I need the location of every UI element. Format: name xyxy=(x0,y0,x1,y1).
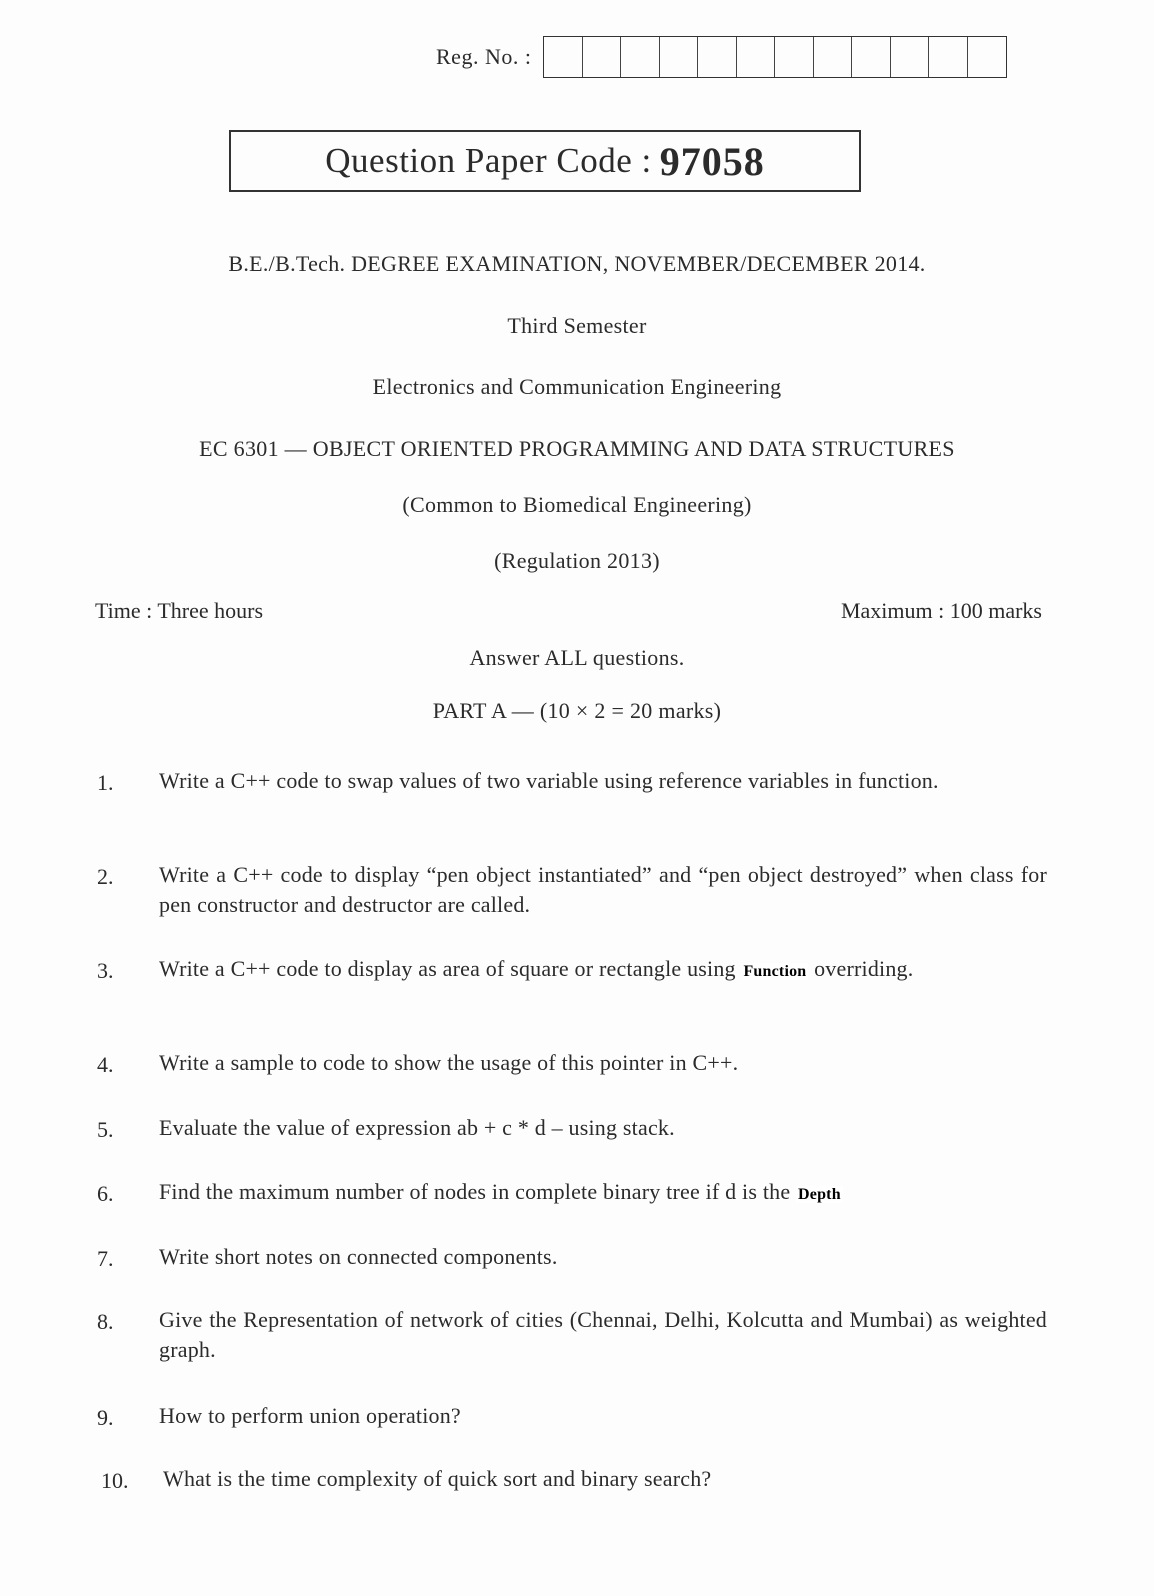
question-item xyxy=(97,766,1047,796)
question-text xyxy=(159,1177,1047,1210)
question-item xyxy=(97,1305,1047,1365)
reg-no-digit-box xyxy=(852,37,891,77)
question-item xyxy=(97,954,1047,987)
question-text: What is the time complexity of quick sort and binary search? xyxy=(163,1466,712,1491)
question-number: 3. xyxy=(97,958,114,983)
question-paper-code-box xyxy=(229,130,861,192)
question-number: 5. xyxy=(97,1117,114,1142)
reg-no-digit-box xyxy=(929,37,968,77)
department: Electronics and Communication Engineering xyxy=(372,374,782,399)
reg-no-digit-box xyxy=(737,37,776,77)
question-text-before: Find the maximum number of nodes in complete binary tree if d is the xyxy=(159,1179,791,1204)
question-number: 8. xyxy=(97,1309,114,1334)
time-allowed: Time : Three hours xyxy=(95,598,264,623)
question-number: 7. xyxy=(97,1246,114,1271)
question-text: Write a C++ code to swap values of two variable using reference variables in function. xyxy=(159,768,939,793)
question-number: 10. xyxy=(101,1468,129,1493)
question-number: 2. xyxy=(97,864,114,889)
reg-no-digit-box xyxy=(544,37,583,77)
semester: Third Semester xyxy=(507,313,647,338)
reg-no-digit-box xyxy=(660,37,699,77)
question-text xyxy=(159,954,1047,987)
question-number: 4. xyxy=(97,1052,114,1077)
reg-no-digit-box xyxy=(621,37,660,77)
question-text-before: Write a C++ code to display as area of square or rectangle using xyxy=(159,956,736,981)
question-text: Write short notes on connected components. xyxy=(159,1244,558,1269)
reg-no-digit-box xyxy=(814,37,853,77)
reg-no-digit-box xyxy=(968,37,1007,77)
subject-title: EC 6301 — OBJECT ORIENTED PROGRAMMING AND DATA STRUCTURES xyxy=(199,436,955,461)
question-paper-code-value: 97058 xyxy=(659,138,765,184)
reg-no-digit-box xyxy=(775,37,814,77)
question-item xyxy=(97,1177,1047,1210)
reg-no-digit-box xyxy=(891,37,930,77)
reg-no-label: Reg. No. : xyxy=(436,44,532,69)
question-item xyxy=(97,1242,1047,1272)
question-text: Give the Representation of network of cities (Chennai, Delhi, Kolcutta and Mumbai) as weighted graph. xyxy=(159,1307,1047,1362)
common-to: (Common to Biomedical Engineering) xyxy=(402,492,752,517)
maximum-marks: Maximum : 100 marks xyxy=(840,598,1042,623)
question-number: 9. xyxy=(97,1405,114,1430)
question-item xyxy=(97,1048,1047,1078)
inserted-word: Depth xyxy=(798,1186,841,1203)
exam-title: B.E./B.Tech. DEGREE EXAMINATION, NOVEMBER/DECEMBER 2014. xyxy=(228,251,926,276)
regulation: (Regulation 2013) xyxy=(494,548,660,573)
question-item xyxy=(97,1113,1047,1143)
question-item xyxy=(97,860,1047,920)
reg-no-row xyxy=(436,36,1007,78)
question-text: How to perform union operation? xyxy=(159,1403,461,1428)
question-item xyxy=(97,1464,1047,1494)
question-number: 6. xyxy=(97,1181,114,1206)
question-text-after: overriding. xyxy=(814,956,914,981)
question-text: Write a C++ code to display “pen object instantiated” and “pen object destroyed” when class for pen constructor and destructor are called. xyxy=(159,862,1047,917)
question-text: Evaluate the value of expression ab + c * d – using stack. xyxy=(159,1115,675,1140)
part-heading: PART A — (10 × 2 = 20 marks) xyxy=(432,698,722,723)
time-marks-row xyxy=(95,598,1042,624)
inserted-word: Function xyxy=(743,963,807,980)
question-number: 1. xyxy=(97,770,114,795)
reg-no-digit-box xyxy=(583,37,622,77)
instruction: Answer ALL questions. xyxy=(469,645,685,670)
question-paper-code-label: Question Paper Code : xyxy=(325,141,652,180)
reg-no-digit-box xyxy=(698,37,737,77)
question-text: Write a sample to code to show the usage of this pointer in C++. xyxy=(159,1050,739,1075)
reg-no-boxes xyxy=(543,36,1007,78)
question-item xyxy=(97,1401,1047,1431)
